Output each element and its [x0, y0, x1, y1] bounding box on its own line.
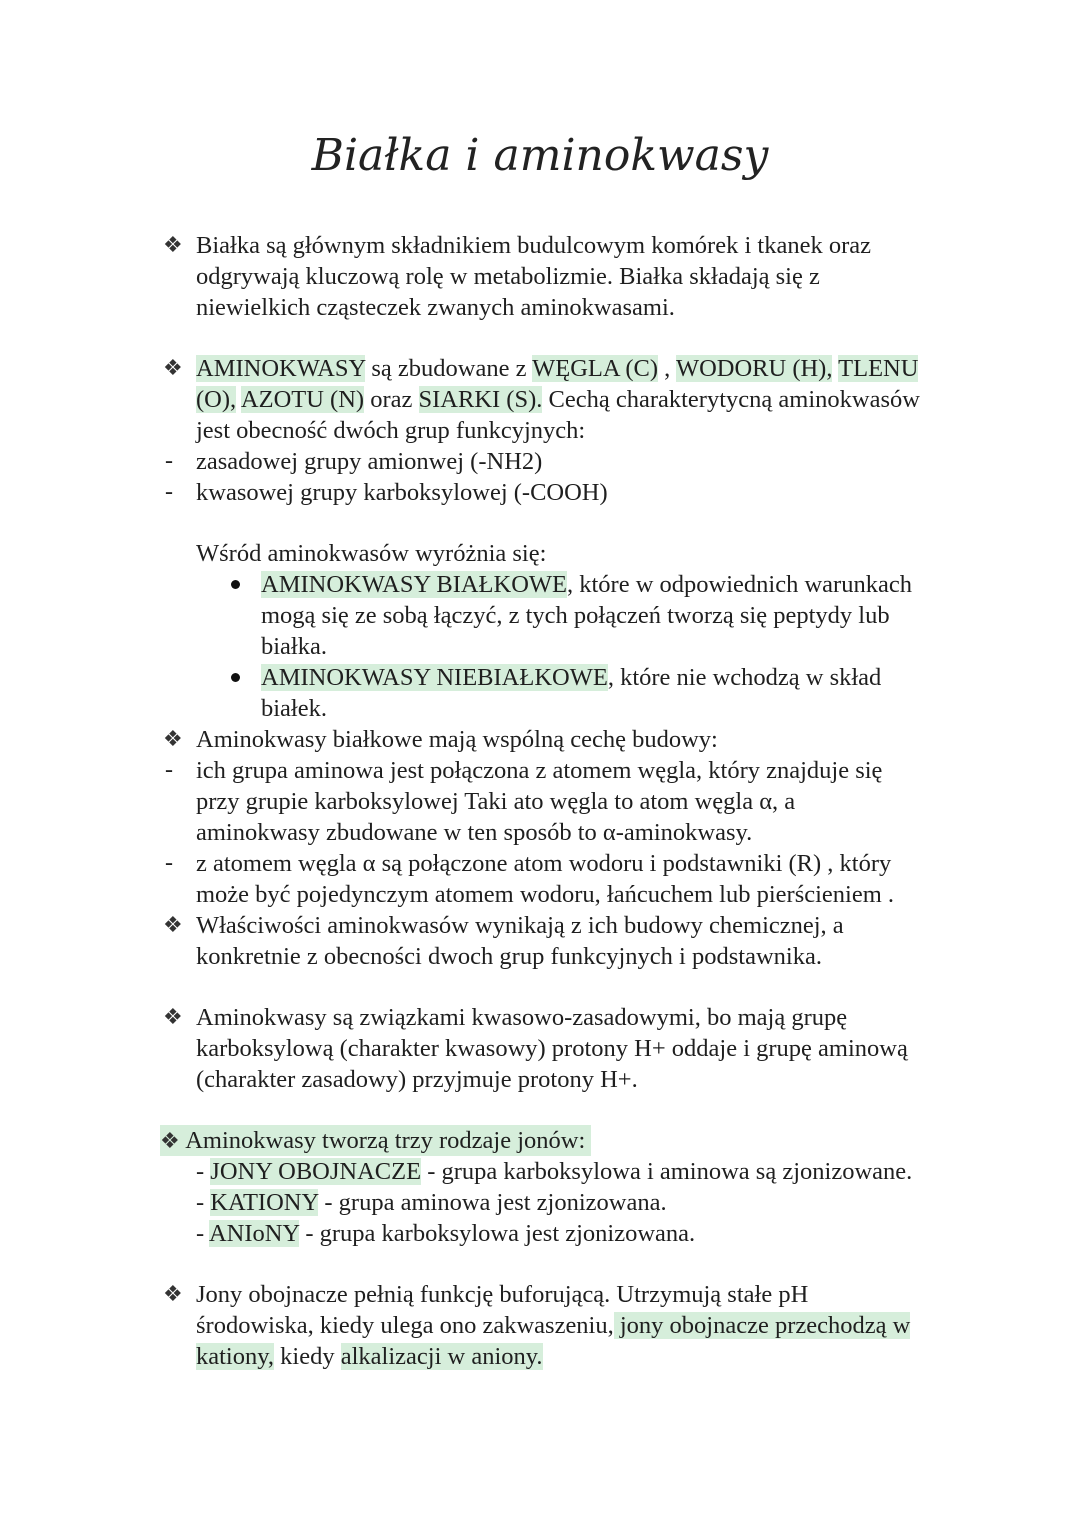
text-span: kiedy: [274, 1343, 341, 1370]
text-line: karboksylową (charakter kwasowy) protony H+ oddaje i grupę aminową: [196, 1035, 908, 1062]
highlight-line: [160, 1125, 591, 1156]
text-line: mogą się ze sobą łączyć, z tych połączeń tworzą się peptydy lub: [261, 602, 890, 629]
text-span: - grupa karboksylowa jest zjonizowana.: [299, 1220, 696, 1247]
text-line: Aminokwasy są związkami kwasowo-zasadowymi, bo mają grupę: [196, 1004, 848, 1031]
diamond-bullet-icon: ❖: [160, 1128, 186, 1153]
bullet-dot-icon: [231, 673, 240, 682]
text-line: [196, 1187, 667, 1218]
highlight: jony obojnacze przechodzą w: [613, 1312, 911, 1339]
text-line: białek.: [261, 695, 327, 722]
highlight: AZOTU (N): [240, 386, 365, 413]
text-line: Aminokwasy białkowe mają wspólną cechę budowy:: [196, 726, 718, 753]
text-line: zasadowej grupy amionwej (-NH2): [196, 448, 543, 475]
text-line: może być pojedynczym atomem wodoru, łańcuchem lub pierścieniem .: [196, 881, 895, 908]
highlight: AMINOKWASY: [196, 355, 366, 382]
text-line: [196, 1310, 910, 1341]
dash-bullet: -: [165, 479, 173, 505]
diamond-bullet-icon: ❖: [163, 233, 183, 258]
text-line: konkretnie z obecności dwoch grup funkcyjnych i podstawnika.: [196, 943, 822, 970]
highlight: AMINOKWASY BIAŁKOWE: [261, 571, 567, 598]
text-span: -: [196, 1220, 209, 1247]
text-line: jest obecność dwóch grup funkcyjnych:: [196, 417, 586, 444]
text-line: [196, 353, 918, 384]
text-line: (charakter zasadowy) przyjmuje protony H+.: [196, 1066, 638, 1093]
highlight: alkalizacji w aniony.: [340, 1343, 543, 1370]
text-span: , które nie wchodzą w skład: [607, 664, 882, 691]
text-line: [196, 1218, 695, 1249]
text-span: środowiska, kiedy ulega ono zakwaszeniu,: [196, 1312, 614, 1339]
highlight: ANIoNY: [208, 1220, 300, 1247]
text-span: oraz: [364, 386, 419, 413]
text-span: - grupa karboksylowa i aminowa są zjonizowane.: [421, 1158, 913, 1185]
diamond-bullet-icon: ❖: [163, 727, 183, 752]
highlight: JONY OBOJNACZE: [210, 1158, 422, 1185]
diamond-bullet-icon: ❖: [163, 1282, 183, 1307]
text-line: odgrywają kluczową rolę w metabolizmie. Białka składają się z: [196, 263, 820, 290]
text-span: Cechą charakterytycną aminokwasów: [542, 386, 920, 413]
text-line: [196, 384, 920, 415]
diamond-bullet-icon: ❖: [163, 913, 183, 938]
highlight: TLENU: [838, 355, 919, 382]
highlight: (O),: [196, 386, 237, 413]
text-span: -: [196, 1189, 211, 1216]
dash-bullet: -: [165, 448, 173, 474]
dash-bullet: -: [165, 757, 173, 783]
text-line: [261, 662, 881, 693]
text-span: są zbudowane z: [365, 355, 533, 382]
diamond-bullet-icon: ❖: [163, 356, 183, 381]
text-line: ich grupa aminowa jest połączona z atomem węgla, który znajduje się: [196, 757, 883, 784]
highlight: SIARKI (S).: [418, 386, 543, 413]
highlight: AMINOKWASY NIEBIAŁKOWE: [261, 664, 608, 691]
bullet-dot-icon: [231, 580, 240, 589]
text-line: Właściwości aminokwasów wynikają z ich budowy chemicznej, a: [196, 912, 844, 939]
text-span: ,: [658, 355, 676, 382]
highlight: kationy,: [196, 1343, 275, 1370]
text-line: przy grupie karboksylowej Taki ato węgla to atom węgla α, a: [196, 788, 796, 815]
text-line: Białka są głównym składnikiem budulcowym komórek i tkanek oraz: [196, 232, 871, 259]
text-line: białka.: [261, 633, 327, 660]
text-span: Aminokwasy tworzą trzy rodzaje jonów:: [185, 1127, 586, 1154]
highlight: WĘGLA (C): [532, 355, 659, 382]
text-line: Wśród aminokwasów wyróżnia się:: [196, 540, 547, 567]
text-line: z atomem węgla α są połączone atom wodoru i podstawniki (R) , który: [196, 850, 892, 877]
text-line: [196, 1156, 912, 1187]
diamond-bullet-icon: ❖: [163, 1005, 183, 1030]
text-span: - grupa aminowa jest zjonizowana.: [318, 1189, 667, 1216]
text-line: niewielkich cząsteczek zwanych aminokwasami.: [196, 294, 675, 321]
text-line: Jony obojnacze pełnią funkcję buforującą. Utrzymują stałe pH: [196, 1281, 809, 1308]
highlight: KATIONY: [210, 1189, 319, 1216]
text-line: [261, 569, 912, 600]
page-title: Białka i aminokwasy: [311, 130, 769, 181]
highlight: WODORU (H),: [675, 355, 833, 382]
text-span: , które w odpowiednich warunkach: [567, 571, 912, 598]
text-line: kwasowej grupy karboksylowej (-COOH): [196, 479, 608, 506]
text-line: [196, 1341, 543, 1372]
text-line: aminokwasy zbudowane w ten sposób to α-aminokwasy.: [196, 819, 753, 846]
dash-bullet: -: [165, 850, 173, 876]
text-span: -: [196, 1158, 211, 1185]
